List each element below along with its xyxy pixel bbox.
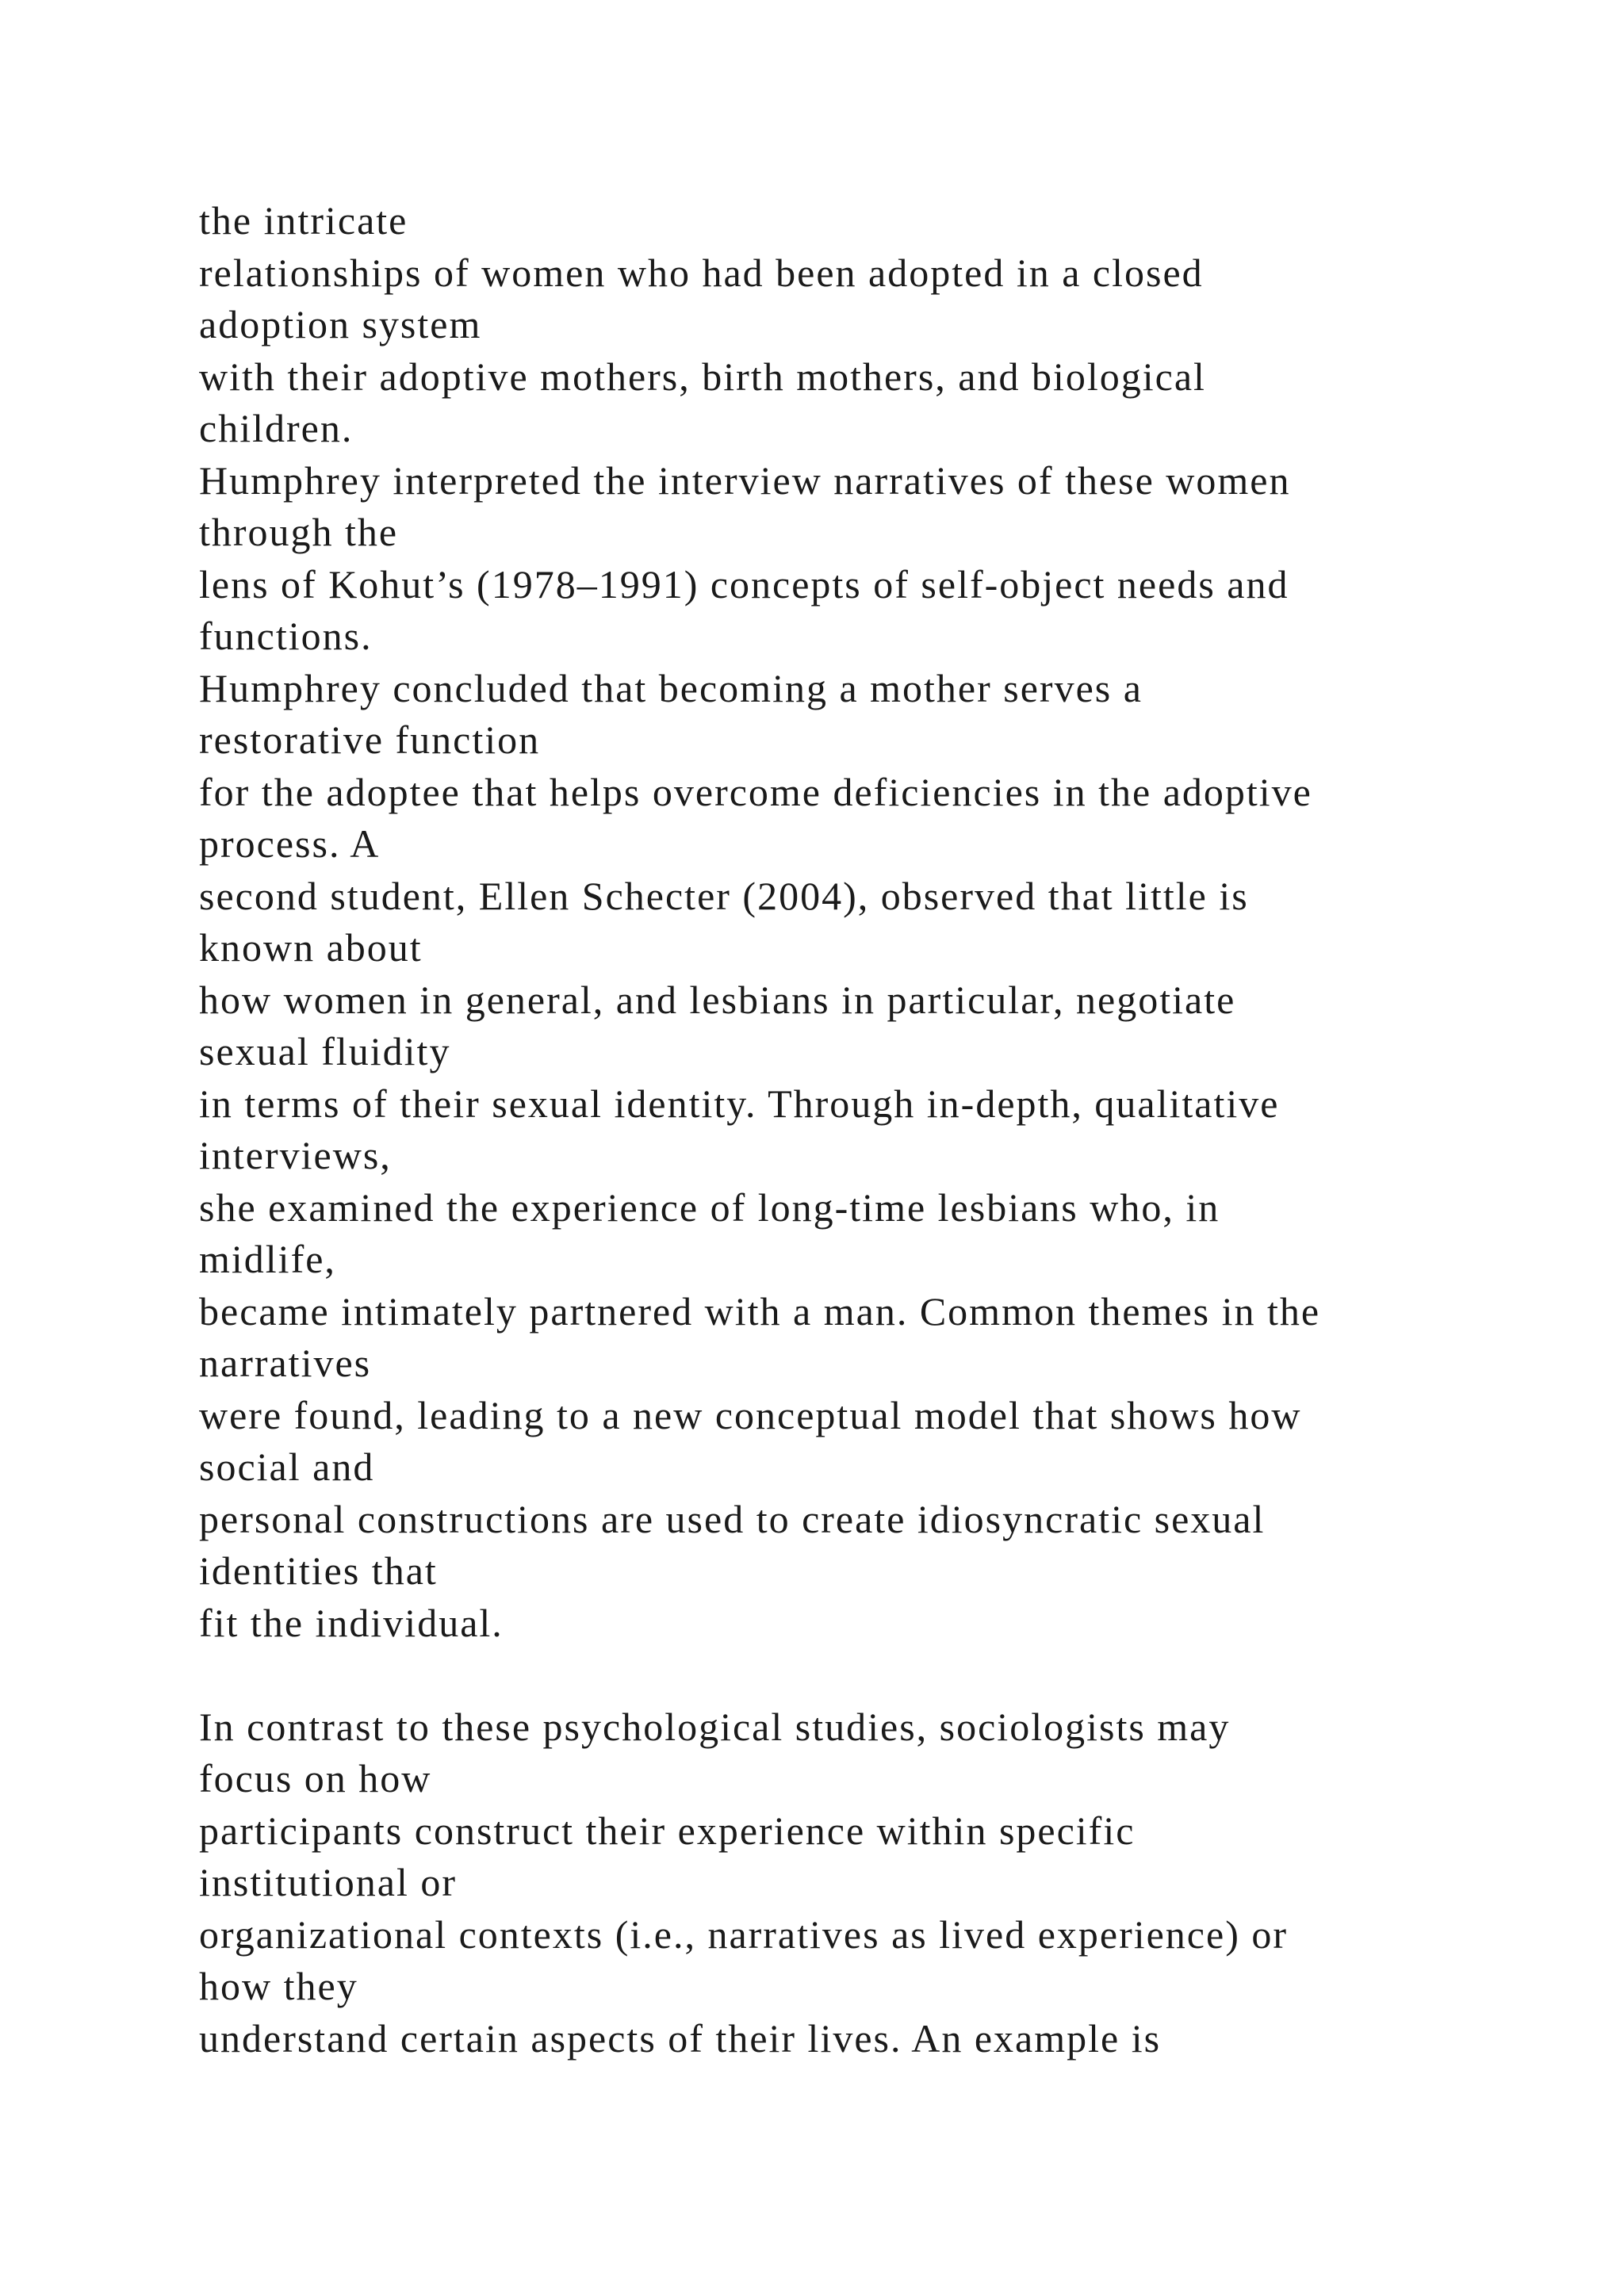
text-line: participants construct their experience within specific: [199, 1808, 1136, 1853]
text-line: Humphrey concluded that becoming a mother serves a: [199, 665, 1143, 710]
text-line: Humphrey interpreted the interview narratives of these women: [199, 457, 1291, 503]
text-line: fit the individual.: [199, 1600, 504, 1645]
text-line: the intricate: [199, 198, 408, 243]
text-line: identities that: [199, 1548, 438, 1593]
text-line: known about: [199, 925, 423, 970]
text-line: how women in general, and lesbians in particular, negotiate: [199, 977, 1236, 1022]
text-line: interviews,: [199, 1133, 392, 1177]
paragraph-1: [199, 195, 1611, 1649]
text-line: organizational contexts (i.e., narratives as lived experience) or: [199, 1911, 1288, 1957]
text-line: midlife,: [199, 1237, 336, 1281]
text-line: restorative function: [199, 718, 541, 762]
document-body: [199, 195, 1611, 2064]
text-line: adoption system: [199, 302, 482, 346]
text-line: lens of Kohut’s (1978–1991) concepts of self-object needs and: [199, 561, 1289, 607]
text-line: how they: [199, 1964, 358, 2008]
text-line: became intimately partnered with a man. Common themes in the: [199, 1288, 1321, 1334]
text-line: personal constructions are used to create idiosyncratic sexual: [199, 1496, 1266, 1541]
text-line: children.: [199, 406, 354, 450]
text-line: functions.: [199, 614, 373, 658]
paragraph-2: [199, 1701, 1611, 2065]
text-line: in terms of their sexual identity. Through in-depth, qualitative: [199, 1081, 1280, 1126]
text-line: focus on how: [199, 1756, 432, 1800]
text-line: she examined the experience of long-time lesbians who, in: [199, 1184, 1220, 1230]
paragraph-spacer: [199, 1649, 1611, 1701]
text-line: process. A: [199, 821, 381, 866]
text-line: with their adoptive mothers, birth mothers, and biological: [199, 354, 1206, 399]
text-line: relationships of women who had been adopted in a closed: [199, 250, 1204, 295]
text-line: narratives: [199, 1341, 372, 1385]
text-line: through the: [199, 510, 399, 554]
text-line: social and: [199, 1445, 375, 1489]
text-line: institutional or: [199, 1860, 458, 1904]
text-line: for the adoptee that helps overcome deficiencies in the adoptive: [199, 769, 1312, 814]
text-line: were found, leading to a new conceptual model that shows how: [199, 1392, 1302, 1437]
text-line: In contrast to these psychological studies, sociologists may: [199, 1704, 1231, 1749]
text-line: second student, Ellen Schecter (2004), observed that little is: [199, 873, 1249, 918]
text-line: understand certain aspects of their lives. An example is: [199, 2015, 1162, 2061]
text-line: sexual fluidity: [199, 1029, 451, 1073]
